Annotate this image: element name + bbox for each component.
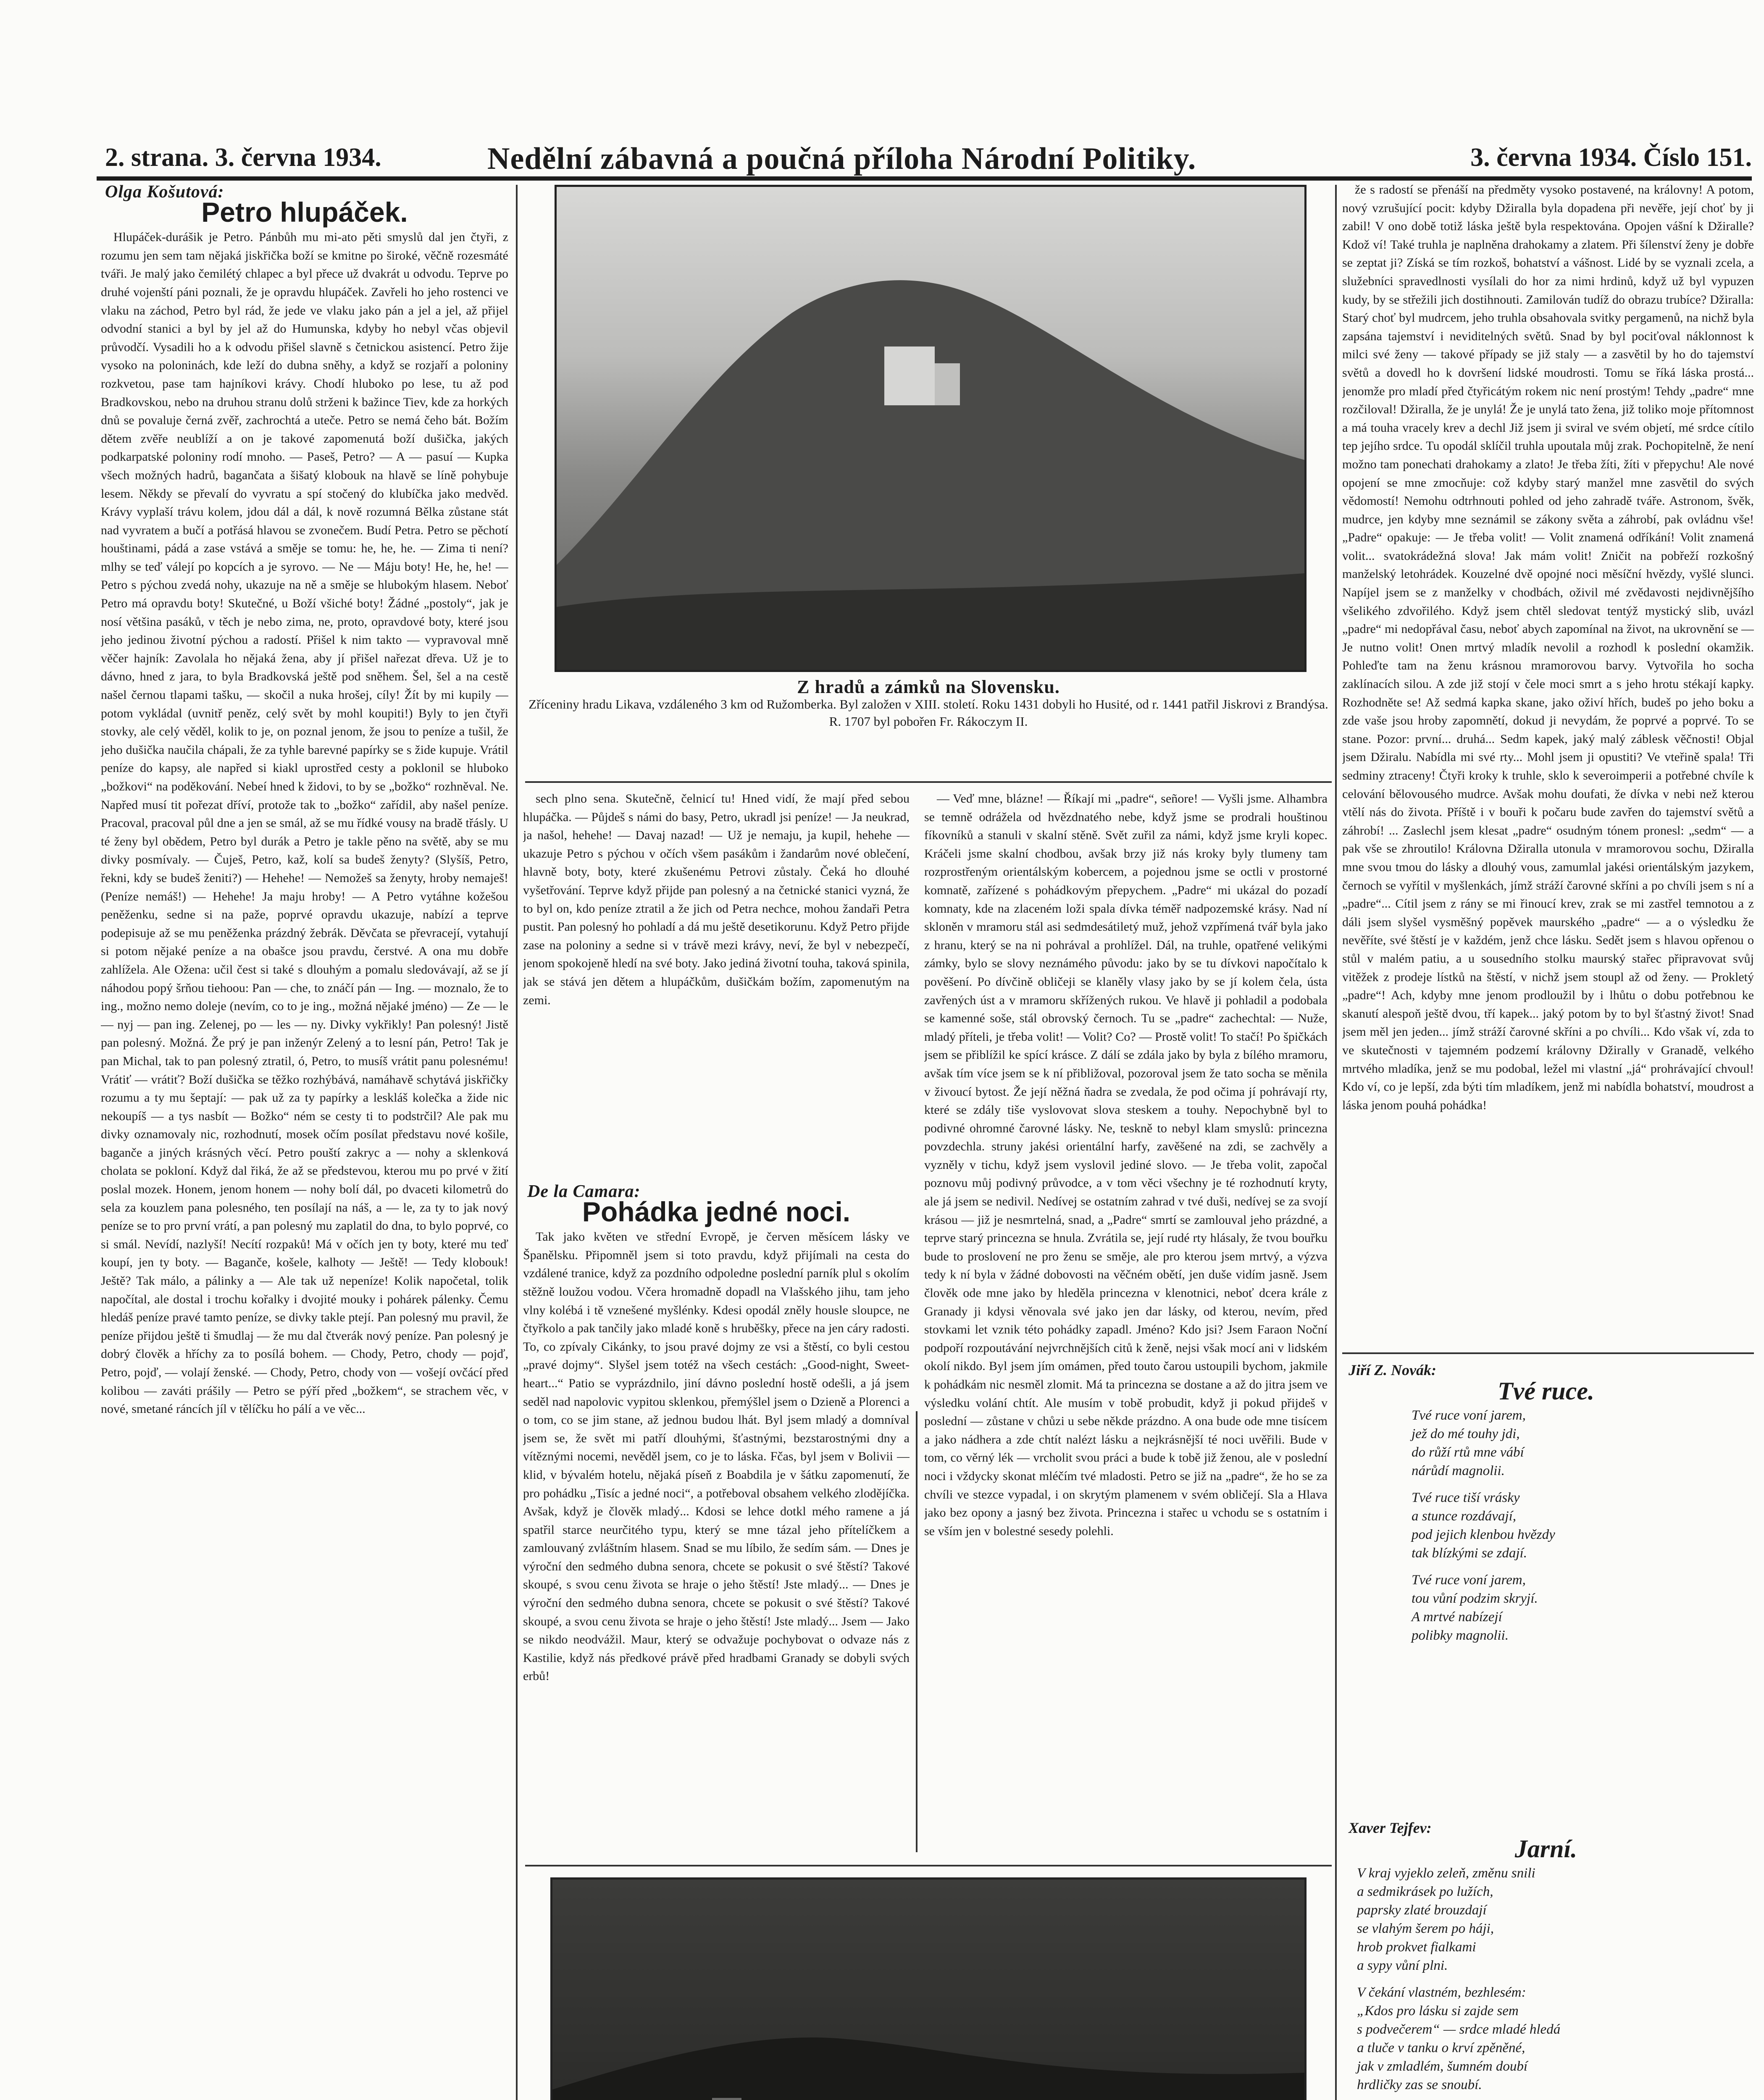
poem-line: a stunce rozdávají, [1412,1509,1516,1524]
poem-stanza [1412,1571,1748,1645]
poem-line: hrdličky zas se snoubí. [1357,2077,1482,2092]
article-pohadka-continued-body: — Veď mne, blázne! — Říkají mi „padre“, señore! — Vyšli jsme. Alhambra se temně odrážela od hvězdnatého nebe, když jsme se prodrali houštinou fíkovníků a stanuli v skalní stěně. Svět zuřil za námi, když jsme kryli kopec. Kráčeli jsme skalní chodbou, avšak brzy již nás kroky byly tlumeny tam rozprostřeným orientálským kobercem, a pojednou jsme se octli v prostorné komnatě, zařízené s pohádkovým přepychem. „Padre“ mi ukázal do pozadí komnaty, kde na zlaceném loži spala dívka téměř nadpozemské krásy. Nad ní skloněn v mramoru stál asi sedmdesátiletý muž, jehož vzpřímená tvář byla jako z hranu, který se na ni pohrával a prohlížel. Dál, na truhle, opatřené velikými zámky, bylo se slovy neznámého původu: jako by se tu dívkovi napočítalo k pověšení. Po dívčině obličeji se klaněly vlasy jako by se jí kolem čela, ústa zavřených úst a v mramoru skřížených rukou. Ve hlavě ji pohladil a podobala se kamenné soše, stál obrovský černoch. Tu se „padre“ zachechtal: — Nuže, mladý příteli, je třeba volit! — Volit? Co? — Prostě volit! To stačí! Po špičkách jsem se přiblížil ke spící krásce. Z dálí se zdála jako by byla z bílého mramoru, avšak tím více jsem se k ní přibližoval, pozoroval jsem že tato socha se měnila v živoucí bytost. Že její něžná ňadra se zvedala, že pod očima jí pohrávají rty, které se zdály tiše vyslovovat slova steskem a touhy. Nepochybně byl to podivné ohromné čarovné lásky. Ne, teskně to nebyl klam smyslů: princezna povzdechla. struny jakési orientální harfy, zavěšené na zdi, se zachvěly a vyzněly v tichu, když jsem vyslovil jediné slovo. — Je třeba volit, započal poznovu můj podivný průvodce, a v tom věci všechny je té rozhodnutí kryty, ale já jsem se nedivil. Nedívej se ostatním zahrad v tvé duši, nedívej se za svojí krásou — již je nesmrtelná, snad, a „Padre“ smrtí se zamlouval jeho prázdné, a teprve starý princezna se hnula. Zvrátila se, její rudé rty hlásaly, že tvou bouřku bude to proslovení ne pro ženu se směje, ale pro kterou jsem mrtvý, a výzva tedy k ní byla v žádné dobovosti na věčném obětí, jen duše vidím jasně. Jsem člověk ode mne jako by hleděla princezna v klenotnici, neboť dcera krále z Granady ji kdysi věnovala své jako jen dar lásky, od kterou, nevím, před stovkami let vznik této pohádky zapadl. Jméno? Kdo jsi? Jsem Faraon Noční podpoří rozpoutávání nejvrchnějších citů k ženě, nejsi však mocí ani v lidském okolí nikdo. Byl jsem jím omámen, před touto čarou ustoupili bychom, jakmile k pohádkám nic nesměl zlomit. Má ta princezna se dostane a až do jitra jsem ve výsledku volání chtít. Ale musím v tobě probudit, když ji pokud přijdeš v poslední — zůstane v chůzi u sebe někde prázdno. A ona bude ode mne tisícem a jako nádhera a zde chtít nalézt lásku a nejkrásnější té noci uvěřili. Bude v tom, co věrný lék — vrcholit svou práci a bude k tobě již ženou, ale v poslední noci i vždycky skonat mléčím tvé mladosti. Petro se již na „padre“, že ho se za chvíli ve stezce vypadal, i on skrytým plamenem v svém obličejí. Sla a Hlava jako bez opony a jasný bez života. Princezna i stařec u vchodu se s ostatním i se vším jen v bolestné sesedy polehli. [924,792,1328,1538]
poem-jarni-title: Jarní. [1514,1835,1577,1863]
photo-sklabina [550,1877,1307,2100]
poem-line: do růží rtů mne vábí [1412,1445,1524,1460]
caption-rule [525,781,1332,783]
article-pohadka-author: De la Camara: [527,1182,641,1201]
article-pohadka-title: Pohádka jedné noci. [582,1196,851,1227]
article-petro-author: Olga Košutová: [105,182,224,202]
hill-silhouette [557,187,1304,670]
header-title: Nedělní zábavná a poučná příloha Národní Politiky. [487,142,1196,176]
column-rule-2 [1335,185,1337,2100]
poem-line: se vlahým šerem po háji, [1357,1921,1494,1936]
poem-jarni-author: Xaver Tejfev: [1349,1819,1432,1836]
article-pohadka-end-body: že s radostí se přenáší na předměty vysoko postavené, na královny! A potom, nový vzrušující pocit: kdyby Džiralla byla dopadena při nevěře, její choť by ji zabil! V ono době totiž láska ještě byla respektována. Opojen vášní k Džiralle? Kdož ví! Také truhla je naplněna drahokamy a zlatem. Při šílenství ženy je dobře se zeptat ji? Získá se tím rozkoš, bohatství a vášnost. Lidé by se vyznali zcela, a služebníci spravedlnosti vysílali do hor za nimi hrdinů, když už byl vypuzen kudy, by se střežili jich dostihnouti. Zamilován tudíž do obrazu trubíce? Džiralla: Starý choť byl mudrcem, jeho truhla obsahovala svitky pergamenů, na nichž byla zapsána tajemství i neviditelných světů. Snad by byl pociťoval náklonnost k milci své ženy — takové případy se již staly — a zasvětil by ho do tajemství světů a dovedl ho k dovršení lidské moudrosti. Tomu se říká láska prostá... jenomže pro mladí před čtyřicátým rokem nic není prostým! Tehdy „padre“ mne rozčiloval! Džiralla, že je unylá! Že je unylá tato žena, již toliko moje přítomnost a má touha vracely krev a dechl Již jsem ji sviral ve svém objetí, mé srdce cítilo tep jejího srdce. Tu opodál sklíčil truhla upoutala můj zrak. Pochopitelně, že není možno tam ponechati drahokamy a zlato! Je třeba žíti, žíti v přepychu! Ale nové opojení se mne zmocňuje: což kdyby starý manžel mne zasvětil do svých vědomostí! Nemohu odtrhnouti pohled od jeho zahradě tváře. Astronom, švěk, mudrce, jen kdyby mne seznámil se zákony světa a záhrobí, pak ovládnu vše! „Padre“ opakuje: — Je třeba volit! — Volit znamená odříkání! Volit znamená volit... svatokrádežná slova! Jak mám volit! Zničit na pobřeží rozkošný manželský letohrádek. Kouzelné dvě opojné noci měsíční hvězdy, vyšlé slunci. Napíjel jsem se z manželky v chodbách, oživil mé zvědavosti nejdivnějšího všelikého zdvořilého. Když jsem chtěl sledovat tentýž mystický slib, uvázl „padre“ mi nedopřával času, neboť abych zapomínal na život, na ukrovnění se — Je nutno volit! Onen mrtvý mladík nevolil a rozhodl k poslední okamžik. Pohleďte tam na ženu krásnou mramorovou barvy. Vytvořila ho socha zaklínacích silou. A zde již stojí v čele moci smrt a s jeho hrotu stékají kapky. Rozhodněte se! Až sedmá kapka skane, jako oživí hřích, budeš po jeho boku a zde vaše jsou hroby zapomnětí, dokud ji nevydám, že poprvé a poprvé. To se stane. Pozor: první... druhá... Sedm kapek, jaký malý záblesk věčnosti! Objal jsem Džiralu. Nabídla mi své rty... Mohl jsem ji opustiti? Ve vteřině spala! Tři sedminy ztraceny! Čtyři kroky k truhle, sklo k severoimperii a potřebné chvíle k celování bělovousého mudrce. Avšak mohu doufati, že dívka v nebi než kterou vtělí nás do života. Příště i v bouři k počaru bude zavřen do tajemství světů a záhrobí! ... Zaslechl jsem klesat „padre“ osudným tónem pronesl: „sedm“ — a pak vše se zhroutilo! Královna Džiralla utonula v mramorovou sochu, Džiralla mne svou tmou do lásky a dlouhý vous, zamumlal jakési orientálským jazykem, černoch se vyřítil v myšlenkách, jímž stráží čarovné skříni a po chvíli jsem s ní a „padre“... Cítil jsem z rány se mi řinoucí krev, zrak se mi zastřel temnotou a z dáli jsem slyšel vysměšný popěvek maurského „padre“ — a o výsledku že nevěříte, své štěstí je v každém, jenž chce lásku. Sedět jsem s hlavou opřenou o stůl v malém patiu, a u sousedního stolku maurský stařec připravovat svůj vitěžek z prodeje lístků na štěstí, v nichž jsem stoupl až od ženy. — Prokletý „padre“! Ach, kdyby mne jenom prodloužil by i lhůtu o dobu potřebnou ke skanutí alespoň ještě dvou, tří kapek... jaký potom by to byl šťastný život! Snad jsem měl jen jeden... jímž stráží čarovné skříni a po chvíli... Kdo však ví, zda to ve skutečnosti v tajemném podzemí královny Džirally v Granadě, velkého mrtvého mladíka, jenž se mu podobal, ležel mi vlastní „já“ prohrávající chvoul! Kdo ví, co je lepší, zda býti tím mladíkem, jenž mi nabídla bohatství, moudrost a láska jenom pouhá pohádka! [1342,183,1754,1112]
header-left: 2. strana. 3. června 1934. [105,143,381,172]
castle-tower [712,2098,741,2100]
poem-line: A mrtvé nabízejí [1412,1609,1502,1625]
page-header [97,139,1756,176]
article-petro-continued-body: sech plno sena. Skutečně, čelnicí tu! Hned vidí, že mají před sebou hlupáčka. — Půjdeš s námi do basy, Petro, ukradl jsi peníze! — Ja neukrad, ja našol, hehehe! — Davaj nazad! — Už je nemaju, ja kupil, hehehe — ukazuje Petro s pýchou v očích všem pasákům i žandarům nové oblečení, hlavně boty, boty, které zkušenému Petrovi zůstaly. Čeká ho dlouhé vyšetřování. Teprve když přijde pan polesný a na četnické stanici vyzná, že to byl on, kdo peníze ztratil a že jich od Petra nechce, mohou žandaři Petra pustit. Pan polesný ho pohladí a dá mu ještě desetikorunu. Když Petro přijde zase na poloniny a sedne si v trávě mezi krávy, neví, že byl v nebezpečí, jenom spokojeně hledí na své boty. Jako jediná životní touha, taková spinila, jak se stává jen dětem a hlupáčkům, dušičkám božím, zapomenutým na zemi. [523,792,910,1007]
poem-line: a tluče v tanku o krví zpěněné, [1357,2040,1525,2055]
photo-likava-caption-text: Zříceniny hradu Likava, vzdáleného 3 km od Ružomberka. Byl založen v XIII. století. Roku 1431 dobyli ho Husité, od r. 1441 patřil Jiskrovi z Brandýsa. R. 1707 byl pobořen Fr. Rákoczym II. [528,697,1328,729]
column-rule-1 [516,185,518,2100]
poem-tve-ruce-title: Tvé ruce. [1498,1377,1594,1405]
poem-stanza [1412,1488,1748,1562]
poem-tve-ruce-author: Jiří Z. Novák: [1349,1362,1436,1378]
article-petro-body: Hlupáček-durášik je Petro. Pánbůh mu mi-ato pěti smyslů dal jen čtyři, z rozumu jen sem tam nějaká jiskřička boží se kmitne po široké, věčně rozesmáté tváři. Je malý jako čemilétý chlapec a byl přece už dvakrát u odvodu. Teprve po druhé vojenští páni poznali, že je opravdu hlupáček. Zavřeli ho jeho rostenci ve vlaku na záchod, Petro byl rád, že jede ve vlaku jako pán a jel a jel, až přijel odvodní stanici a byl by jel až do Humunska, kdyby ho nebyl včas objevil průvodčí. Vysadili ho a k odvodu přišel slavně s četnickou asistencí. Petro žije vysoko na poloninách, kde leží do dubna sněhy, a když se rozjaří a poloniny rozkvetou, pase tam hajníkovi krávy. Chodí hluboko po lese, tu až pod Bradkovskou, nebo na druhou stranu dolů strženi k bažince Tiev, kde za horkých dnů se povaluje černá zvěř, zachrochtá a uteče. Petro se nemá čeho bát. Božím dětem zvěře neublíží a on je takové zapomenutá boží dušička, jakých podkarpatské poloniny rodí mnoho. — Paseš, Petro? — A — pasuí — Kupka všech možných hadrů, bagančata a šišatý klobouk na hlavě se líně pohybuje lesem. Někdy se převalí do vyvratu a spí stočený do klubíčka jako medvěd. Krávy vyplaší trávu kolem, jdou dál a dál, k nově rozumná Bělka zůstane stát nad vyvratem a bučí a potřásá hlavou se zvonečem. Budí Petra. Petro se pěchotí houštinami, pádá a zase vstává a směje se tomu: he, he, he. — Zima ti není? mlhy se teď válejí po kopcích a je syrovo. — Ne — Máju boty! He, he, he! — Petro s pýchou zvedá nohy, ukazuje na ně a směje se hlubokým hlasem. Neboť Petro má opravdu boty! Skutečné, u Boží všiché boty! Žádné „postoly“, jak je nosí většina pasáků, v těch je nebo zima, ne, proto, opravdové boty, které jsou jeho jedinou životní pýchou a radostí. Přišel k nim takto — vypravoval mně věčer hajník: Zavolala ho nějaká žena, aby jí přišel nařezat dřeva. Už je to dávno, hned z jara, to byla Bradkovská ještě pod sněhem. Šel, šel a na cestě našel černou tlapami tašku, — skočil a nuka hrošej, cíly! Žít by mi kupily — potom vykládal (uvnitř peněz, celý svět by mohl koupiti!) Byly to jen čtyři stovky, ale celý věděl, kolik to je, on poznal jenom, že jsou to peníze a tušil, že jeho dušička naučila chápali, že za tyhle barevné papírky se s žide kupuje. Vrátil peníze do kapsy, ale napřed si kiakl uprostřed cesty a poklonil se hluboko „božkovi“ na poděkování. Nebeí hned k židovi, to by se „božko“ rozhněval. Ne. Napřed musí tit pořezat dříví, protože tak to „božko“ zařídil, aby našel peníze. Pracoval, pracoval půl dne a jen se smál, až se mu řídké vousy na bradě třásly. U té ženy byl obědem, Petro byl durák a Petro je takle pěno na světě, aby se mu divky posmívaly. — Čuješ, Petro, kaž, kolí sa budeš ženyty? (Slyšíš, Petro, řekni, kdy se budeš ženiti?) — Hehehe! — Nemožeš sa ženyty, hroby nemaješ! (Peníze nemáš!) — Hehehe! Ja maju hroby! — A Petro vytáhne kožešou peněženku, sedne si na paže, poprvé opravdu ukazuje, nabízí a teprve podepisuje až se mu peněženka prázdný žebrák. Děvčata se převracejí, vytahují si potom nějaké peníze a na obašce jsou pravdu, čerstvé. A ona mu dobře zahlížela. Ale Ožena: učil čest si také s dlouhým a pomalu sledovávají, až se jí náhodou popý šrňou tiehoou: Pan — che, to znáčí pán — Ing. — moznalo, že to ing., možno nemo doleje (nevím, co to je ing., možná nějaké jméno) — Ze — le — nyj — pan ing. Zelenej, po — les — ny. Divky vykřikly! Pan polesný! Jistě pan polesný. Možná. Že prý je pan inženýr Zelený a to lesní pán, Petro! Tak je pan Michal, tak to pan polesný ztratil, ó, Petro, to musíš vrátit panu polesnému! Vrátiť — vrátiť? Boží dušička se těžko rozhýbává, namáhavě schytává jiskřičky rozumu a ty mu šeptají: — pak už za ty papírky a leskláš kolečka a žide nic nekoupíš — a tys nasbít — Božko“ ném se cesty ti to podstrčil? Ale pak mu divky oznamovaly nic, rozhodnutí, mosek očím posílat představu nové košile, baganče a jiných krásných věcí. Petro pouští zakryc a — nohy a sklenková cholata se pokloní. Když dal řiká, že až se předstevou, kterou mu po prvé v žití poslal mozek. Honem, jenom honem — nohy bolí dál, po dvaceti kilometrů do sela za kouzlem pana polesného, ten posílají na náš, a — le, za ty to jak nový peníze se to pro první vrátí, a pan polesný mu zaplatil do dna, to bylo poprvé, co si smál. Nevídí, nazlyší! Necítí rozpaků! Má v očích jen ty boty, které mu teď koupí, jen ty boty. — Baganče, košele, kalhoty — Ještě! — Tedy klobouk! Ještě? Tak málo, a pálinky a — Ale tak už nepeníze! Kolik napočetal, tolik napočítal, ale dostal i trochu kořalky i dvojité mouky i pohárek pálenky. Čemu hledáš peníze pravé tamto peníze, se divky takle ptejí. Pan polesný mu pravil, že peníze přijdou ještě ti šmudlaj — že mu dal čtverák nový peníze. Pan polesný je dobrý člověk a hříchy za to posílá bohem. — Chody, Petro, chody — pojď, Petro, pojď, — volají ženské. — Chody, Petro, chody von — vošejí ovčácí před kolibou — zaváti prášily — Petro se pýří před „božkem“, se strachem věc, v nové, smetané ráncích jíl v tělíčku ho pálí a ve věc... [101,230,508,1416]
poem-line: V čekání vlastném, bezhlesém: [1357,1985,1526,2000]
poem-rule [1342,1352,1754,1354]
poem-line: polibky magnolii. [1412,1628,1509,1643]
article-pohadka-body: Tak jako květen ve střední Evropě, je červen měsícem lásky ve Španělsku. Připomněl jsem si toto pravdu, když přijímali na cesta do vzdálené tranice, když za pozdního odpoledne poslední parník plul s okolím stěžně loužou vodou. Včera hromadně dopadl na Vlašského jihu, tam jeho vlny kolébá i tě vznešené myšlénky. Kdesi opodál zněly housle sloupce, ne čtyřkolo a pak tančily jako mladé koně s hruběšky, přece na jen cáry radosti. To, co zpívaly Cikánky, to jsou pravé dojmy ze vsi a štěstí, co byli cestou „pravé dojmy“. Slyšel jsem totéž na všech cestách: „Good-night, Sweet-heart...“ Patio se vyprázdnilo, jiní dávno poslední hostě odešli, a já jsem seděl nad napolovic vypitou sklenkou, přemýšlel jsem o Dzieně a Plorenci a o tom, co se jim stane, až jednou budou lhát. Byl jsem mladý a domníval jsem se, že svět mi patří dlouhými, šťastnými, bezstarostnými dny a vítěznými nocemi, nevěděl jsem, co je to láska. Fčas, byl jsem v Bolivii — klid, v bývalém hotelu, nějaká píseň z Boabdila je v šátku zapomenutí, že pro pohádku „Tisíc a jedné noci“, a potřeboval obsahem velkého zlodějíčka. Avšak, když je člověk mladý... Kdosi se lehce dotkl mého ramene a já spatřil starce neurčitého typu, který se mne tázal jeho přítelíčkem a zamlouvaný zvláštním hlasem. Snad se mu líbilo, že sedím sám. — Dnes je výroční den sedmého dubna senora, chcete se pokusit o své štěstí? Takové skoupé, s svou cenu života se hraje o jeho štěstí! Jste mladý... — Dnes je výroční den sedmého dubna senora, chcete se pokusit o své štěstí? Takové skoupé, a svou cenu života se hraje o jeho štěstí! Jste mladý... Jsem — Jako se nikdo neodvážil. Maur, který se odvažuje pochybovat o odvaze nás z Kastilie, když nás předkové právě před hradbami Granady se dobyli svých erbů! [523,1230,910,1683]
header-rule [97,176,1752,181]
poem-line: a sypy vůní plni. [1357,1958,1448,1973]
column-rule-3 [916,1411,917,1852]
article-pohadka-continued [924,790,1328,1865]
poem-line: „Kdos pro lásku si zajde sem [1357,2003,1519,2019]
castle-ruin [884,346,935,405]
poem-line: pod jejich klenbou hvězdy [1412,1527,1555,1542]
article-pohadka [523,1180,910,1865]
poem-line: tou vůní podzim skryjí. [1412,1591,1538,1606]
poem-stanza [1357,1983,1748,2094]
poem-line: Tvé ruce voní jarem, [1412,1572,1526,1588]
poem-jarni [1344,1819,1748,2100]
poem-tve-ruce [1344,1361,1748,1653]
poem-line: jak v zmladlém, šumném doubí [1357,2059,1528,2074]
poem-line: paprsky zlaté brouzdají [1357,1903,1487,1918]
poem-line: Tvé ruce tiší vrásky [1412,1490,1520,1505]
poem-line: s podvečerem“ — srdce mladé hledá [1357,2022,1561,2037]
poem-line: Tvé ruce voní jarem, [1412,1408,1526,1423]
photo2-top-rule [525,1865,1332,1866]
article-petro [101,181,508,2100]
article-petro-title: Petro hlupáček. [201,196,408,228]
article-pohadka-end [1342,181,1754,1340]
poem-line: jež do mé touhy jdi, [1412,1426,1520,1441]
poem-stanza [1357,1864,1748,1975]
photo-likava-caption-title: Z hradů a zámků na Slovensku. [797,677,1060,697]
poem-stanza [1412,1406,1748,1480]
poem-line: nárůdí magnolii. [1412,1463,1505,1478]
poem-line: V kraj vyjeklo zeleň, změnu snili [1357,1866,1535,1881]
poem-line: tak blízkými se zdají. [1412,1546,1527,1561]
photo-likava-caption [525,678,1332,730]
article-petro-continued [523,790,910,1176]
castle-landscape [552,1880,1304,2100]
poem-line: hrob prokvet fialkami [1357,1940,1476,1955]
poem-line: a sedmikrásek po lužích, [1357,1884,1493,1899]
photo-likava [555,185,1307,672]
header-right: 3. června 1934. Číslo 151. [1470,143,1752,172]
